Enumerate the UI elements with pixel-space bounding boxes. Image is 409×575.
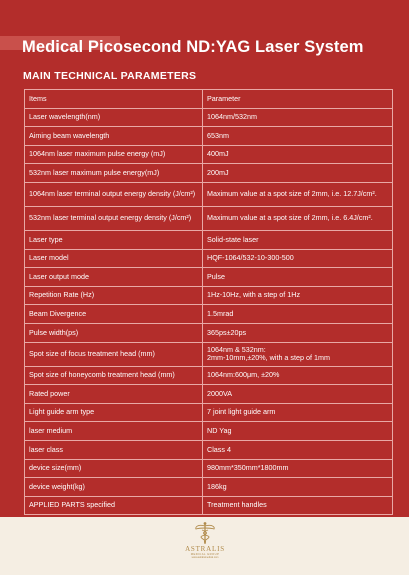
item-cell: device weight(kg) <box>25 478 203 497</box>
parameter-cell: 2000VA <box>203 385 393 404</box>
item-cell: Laser wavelength(nm) <box>25 108 203 127</box>
table-row <box>25 305 393 324</box>
table-row <box>25 249 393 268</box>
parameter-cell: 980mm*350mm*1800mm <box>203 459 393 478</box>
table-row <box>25 440 393 459</box>
parameter-cell: 186kg <box>203 478 393 497</box>
item-cell: Beam Divergence <box>25 305 203 324</box>
parameter-cell: 1064nm/532nm <box>203 108 393 127</box>
parameter-cell: 1Hz-10Hz, with a step of 1Hz <box>203 286 393 305</box>
caduceus-icon <box>194 521 216 545</box>
parameter-cell: HQF-1064/532-10-300-500 <box>203 249 393 268</box>
table-header-row <box>25 90 393 109</box>
table-row <box>25 206 393 230</box>
brand-subtitle: MEDICAL GROUP <box>190 552 220 556</box>
parameter-cell: Class 4 <box>203 440 393 459</box>
parameters-table <box>24 89 393 515</box>
parameter-cell: 200mJ <box>203 164 393 183</box>
table-row <box>25 422 393 441</box>
parameter-cell: Pulse <box>203 268 393 287</box>
item-cell: Spot size of honeycomb treatment head (mm) <box>25 366 203 385</box>
item-cell: 1064nm laser terminal output energy density (J/cm²) <box>25 182 203 206</box>
header-cell-items: Items <box>25 90 203 109</box>
item-cell: 532nm laser terminal output energy density (J/cm²) <box>25 206 203 230</box>
table-row <box>25 366 393 385</box>
parameter-cell: Treatment handles <box>203 496 393 515</box>
parameter-cell: 1064nm & 532nm: 2mm-10mm,±20%, with a step of 1mm <box>203 342 393 366</box>
item-cell: APPLIED PARTS specified <box>25 496 203 515</box>
parameter-cell: 7 joint light guide arm <box>203 403 393 422</box>
table-row <box>25 342 393 366</box>
page-title: Medical Picosecond ND:YAG Laser System <box>22 38 364 56</box>
parameter-cell: 365ps±20ps <box>203 323 393 342</box>
table-row <box>25 145 393 164</box>
item-cell: 1064nm laser maximum pulse energy (mJ) <box>25 145 203 164</box>
table-row <box>25 459 393 478</box>
item-cell: Rated power <box>25 385 203 404</box>
item-cell: Laser output mode <box>25 268 203 287</box>
parameter-cell: Maximum value at a spot size of 2mm, i.e. 12.7J/cm². <box>203 182 393 206</box>
item-cell: Laser model <box>25 249 203 268</box>
parameter-cell: 1.5mrad <box>203 305 393 324</box>
table-row <box>25 182 393 206</box>
item-cell: device size(mm) <box>25 459 203 478</box>
table-row <box>25 478 393 497</box>
table-row <box>25 268 393 287</box>
table-row <box>25 108 393 127</box>
item-cell: laser class <box>25 440 203 459</box>
table-row <box>25 385 393 404</box>
item-cell: Repetition Rate (Hz) <box>25 286 203 305</box>
parameter-cell: Maximum value at a spot size of 2mm, i.e. 6.4J/cm². <box>203 206 393 230</box>
table-row <box>25 230 393 249</box>
header-cell-parameter: Parameter <box>203 90 393 109</box>
parameter-cell: Solid-state laser <box>203 230 393 249</box>
brand-url: www.astralismedical.com <box>191 556 219 559</box>
table-row <box>25 403 393 422</box>
item-cell: Aiming beam wavelength <box>25 127 203 146</box>
parameter-cell: ND Yag <box>203 422 393 441</box>
brand-name: ASTRALIS <box>185 545 225 553</box>
section-heading: MAIN TECHNICAL PARAMETERS <box>23 70 197 82</box>
item-cell: Spot size of focus treatment head (mm) <box>25 342 203 366</box>
parameter-cell: 653nm <box>203 127 393 146</box>
table-row <box>25 164 393 183</box>
item-cell: Light guide arm type <box>25 403 203 422</box>
item-cell: Pulse width(ps) <box>25 323 203 342</box>
company-logo <box>181 521 229 571</box>
item-cell: laser medium <box>25 422 203 441</box>
parameter-cell: 400mJ <box>203 145 393 164</box>
table-row <box>25 286 393 305</box>
table-row <box>25 323 393 342</box>
item-cell: Laser type <box>25 230 203 249</box>
item-cell: 532nm laser maximum pulse energy(mJ) <box>25 164 203 183</box>
parameter-cell: 1064nm:600μm, ±20% <box>203 366 393 385</box>
table-row <box>25 496 393 515</box>
table-row <box>25 127 393 146</box>
